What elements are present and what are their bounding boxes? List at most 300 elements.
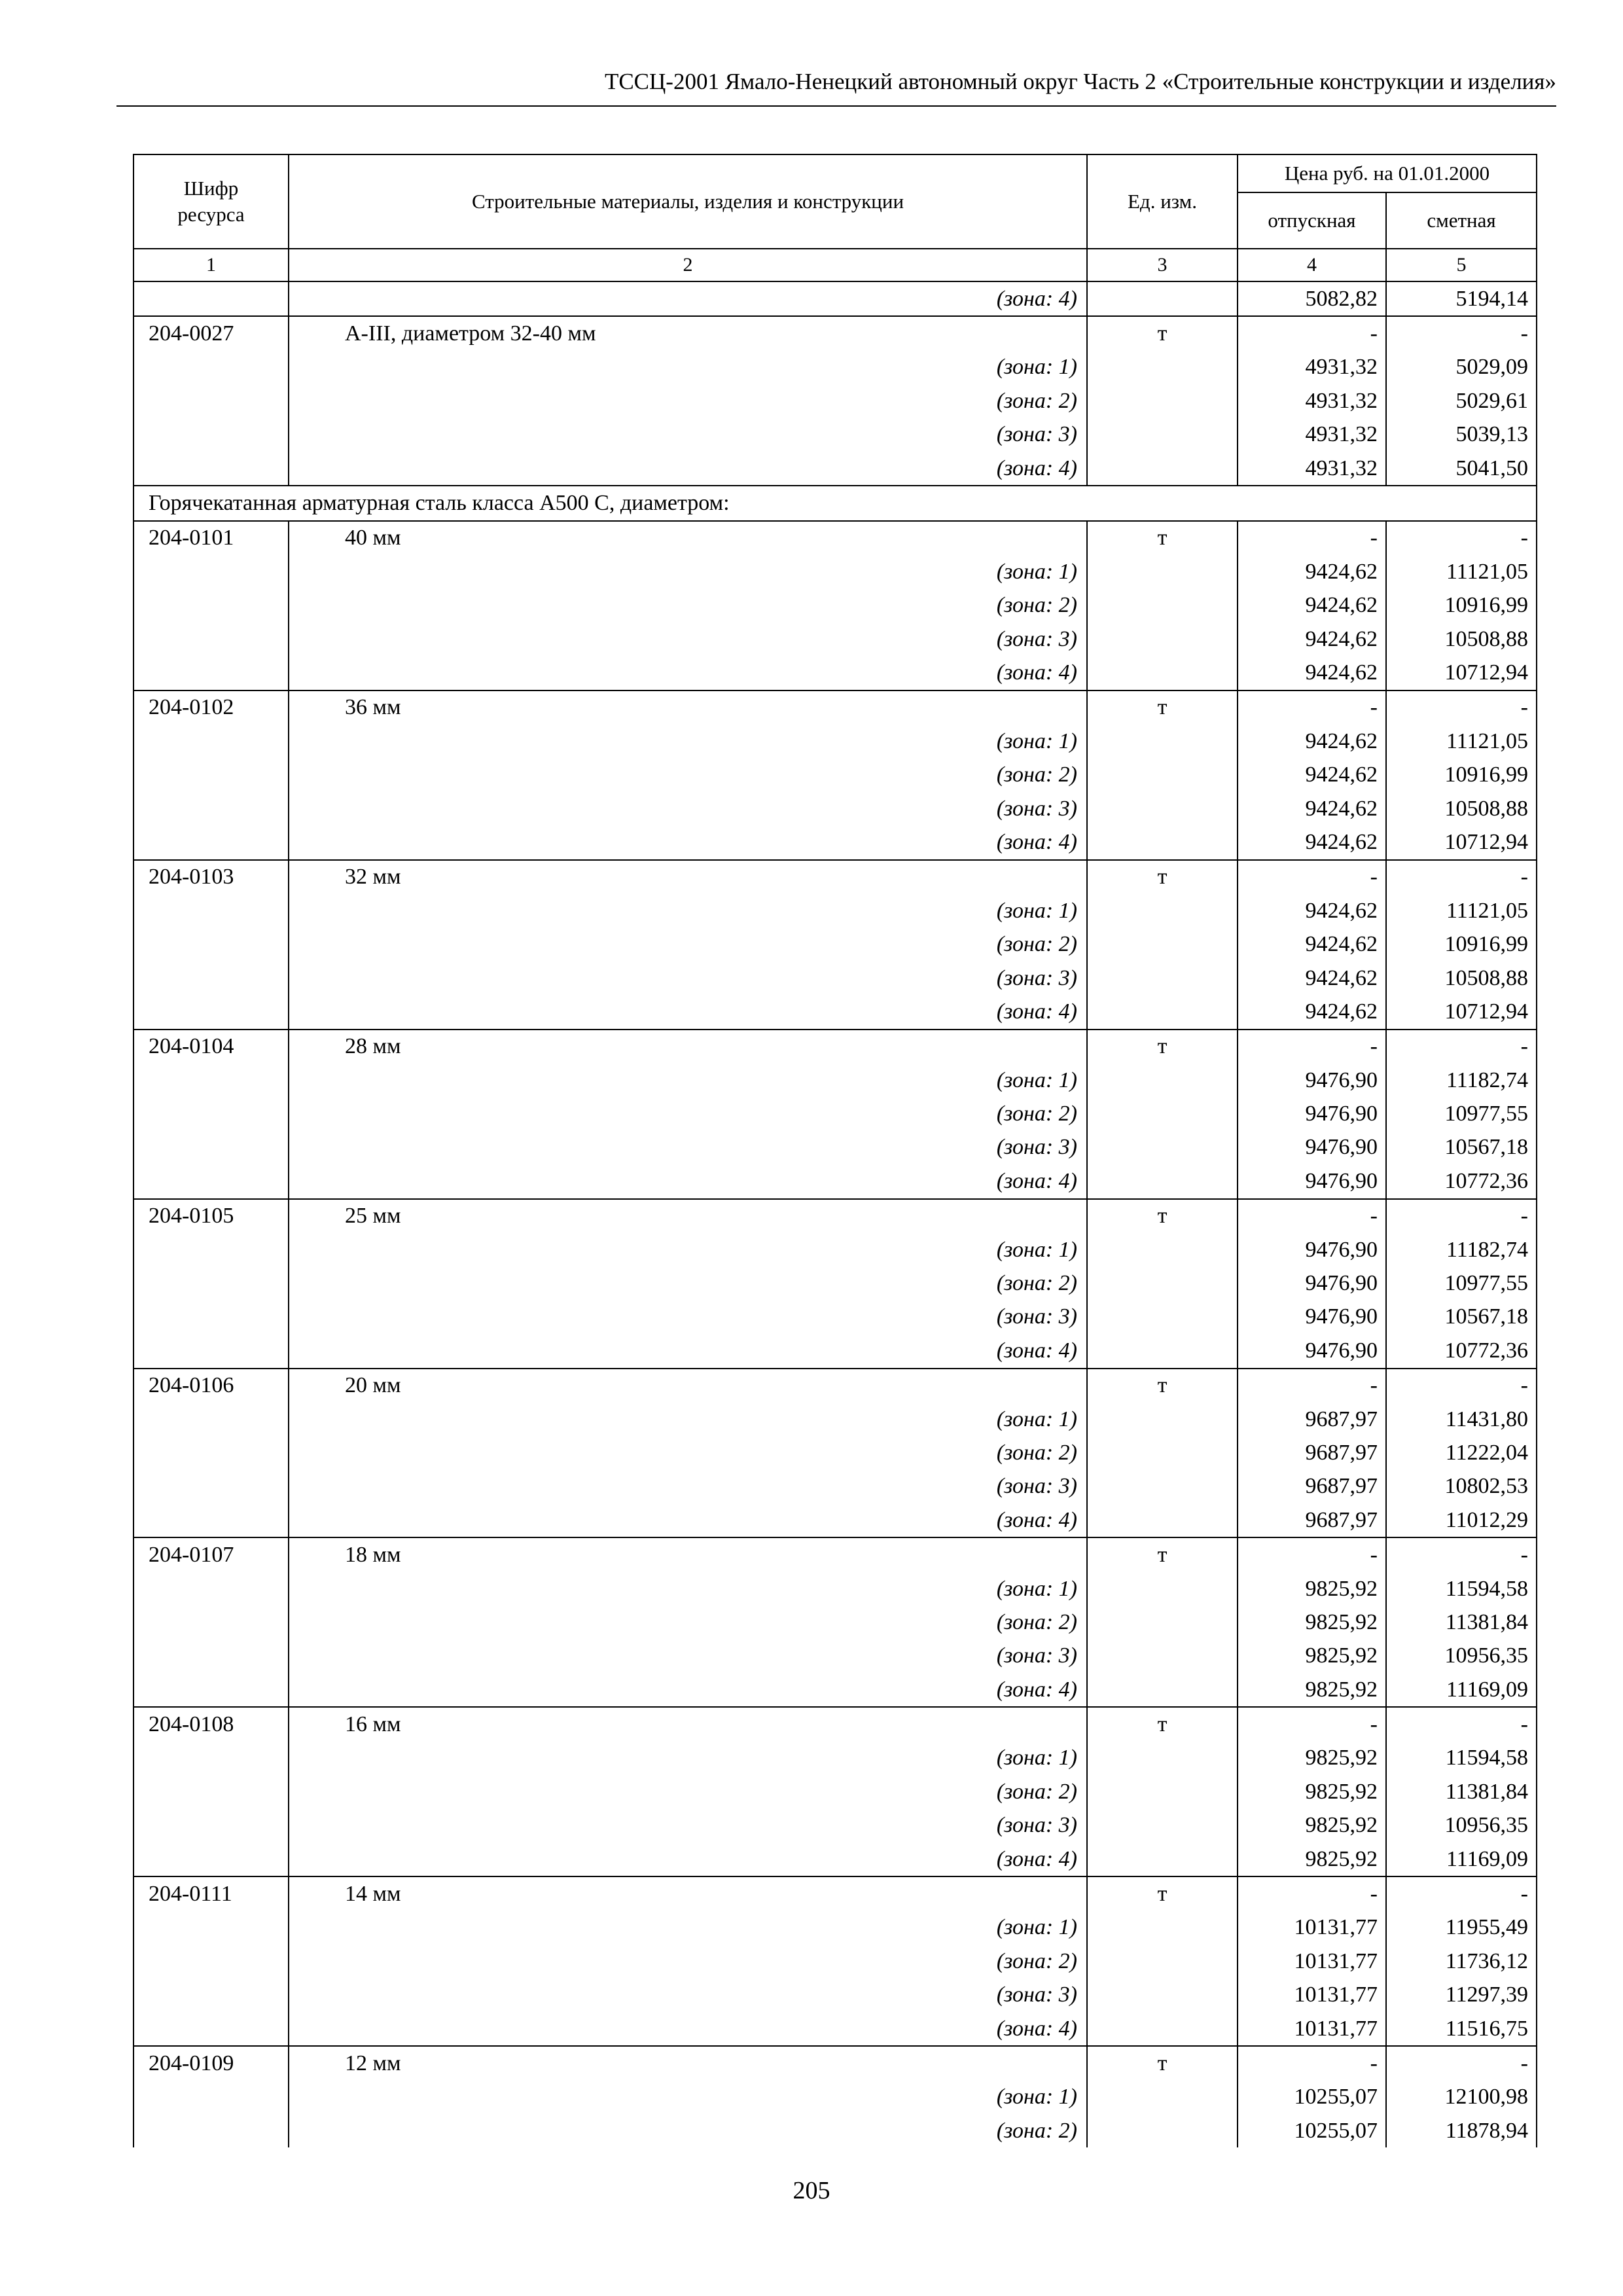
unit-cell bbox=[1087, 1979, 1238, 2012]
unit-cell bbox=[1087, 995, 1238, 1029]
zone-cell: (зона: 1) bbox=[289, 725, 1087, 758]
release-price-cell: - bbox=[1238, 521, 1386, 555]
zone-cell: (зона: 1) bbox=[289, 1911, 1087, 1945]
zone-cell: (зона: 3) bbox=[289, 1470, 1087, 1503]
zone-row bbox=[134, 1334, 1537, 1368]
zone-row bbox=[134, 1979, 1537, 2012]
page-number: 205 bbox=[793, 2177, 830, 2204]
unit-cell bbox=[1087, 1334, 1238, 1368]
zone-cell: (зона: 2) bbox=[289, 589, 1087, 622]
zone-cell: (зона: 2) bbox=[289, 2114, 1087, 2147]
estimate-price-cell: 5029,61 bbox=[1386, 384, 1537, 418]
code-cell bbox=[134, 927, 289, 961]
release-price-cell: 9424,62 bbox=[1238, 961, 1386, 995]
release-price-cell: 9424,62 bbox=[1238, 725, 1386, 758]
unit-cell: т bbox=[1087, 1876, 1238, 1910]
resource-code: 204-0101 bbox=[134, 521, 289, 555]
zone-cell: (зона: 3) bbox=[289, 418, 1087, 452]
code-cell bbox=[134, 1470, 289, 1503]
estimate-price-cell: 10772,36 bbox=[1386, 1334, 1537, 1368]
zone-cell: (зона: 2) bbox=[289, 1605, 1087, 1639]
zone-row bbox=[134, 1300, 1537, 1334]
zone-row bbox=[134, 656, 1537, 690]
unit-cell bbox=[1087, 1503, 1238, 1537]
col-header-release: отпускная bbox=[1238, 192, 1386, 249]
zone-cell: (зона: 1) bbox=[289, 555, 1087, 588]
unit-cell bbox=[1087, 1164, 1238, 1198]
unit-cell bbox=[1087, 1097, 1238, 1130]
zone-cell: (зона: 2) bbox=[289, 1775, 1087, 1808]
estimate-price-cell: 11594,58 bbox=[1386, 1572, 1537, 1605]
release-price-cell: 9687,97 bbox=[1238, 1470, 1386, 1503]
resource-name: 28 мм bbox=[289, 1030, 1087, 1064]
unit-cell bbox=[1087, 1300, 1238, 1334]
price-table bbox=[133, 154, 1537, 2147]
unit-cell bbox=[1087, 384, 1238, 418]
estimate-price-cell: - bbox=[1386, 521, 1537, 555]
code-cell bbox=[134, 792, 289, 825]
release-price-cell: 9424,62 bbox=[1238, 995, 1386, 1029]
code-cell bbox=[134, 1640, 289, 1673]
zone-cell: (зона: 3) bbox=[289, 792, 1087, 825]
estimate-price-cell: 11516,75 bbox=[1386, 2012, 1537, 2046]
release-price-cell: 9825,92 bbox=[1238, 1809, 1386, 1842]
estimate-price-cell: 11012,29 bbox=[1386, 1503, 1537, 1537]
estimate-price-cell: 11121,05 bbox=[1386, 555, 1537, 588]
release-price-cell: - bbox=[1238, 1876, 1386, 1910]
code-cell bbox=[134, 995, 289, 1029]
zone-row bbox=[134, 1775, 1537, 1808]
col-number: 4 bbox=[1238, 249, 1386, 281]
resource-code: 204-0103 bbox=[134, 860, 289, 894]
code-cell bbox=[134, 281, 289, 316]
unit-cell bbox=[1087, 281, 1238, 316]
release-price-cell: 9687,97 bbox=[1238, 1403, 1386, 1436]
estimate-price-cell: 10772,36 bbox=[1386, 1164, 1537, 1198]
zone-row bbox=[134, 1470, 1537, 1503]
unit-cell bbox=[1087, 927, 1238, 961]
estimate-price-cell: - bbox=[1386, 1876, 1537, 1910]
code-cell bbox=[134, 1673, 289, 1707]
unit-cell bbox=[1087, 1403, 1238, 1436]
estimate-price-cell: 11381,84 bbox=[1386, 1775, 1537, 1808]
zone-cell: (зона: 4) bbox=[289, 1164, 1087, 1198]
release-price-cell: 9476,90 bbox=[1238, 1097, 1386, 1130]
zone-row bbox=[134, 1233, 1537, 1266]
code-cell bbox=[134, 589, 289, 622]
zone-cell: (зона: 4) bbox=[289, 2012, 1087, 2046]
release-price-cell: 9424,62 bbox=[1238, 792, 1386, 825]
code-cell bbox=[134, 894, 289, 927]
code-cell bbox=[134, 725, 289, 758]
unit-cell bbox=[1087, 1266, 1238, 1300]
release-price-cell: - bbox=[1238, 1030, 1386, 1064]
col-header-name: Строительные материалы, изделия и конструкции bbox=[289, 154, 1087, 249]
resource-row bbox=[134, 860, 1537, 894]
estimate-price-cell: 10508,88 bbox=[1386, 622, 1537, 656]
zone-cell: (зона: 4) bbox=[289, 825, 1087, 859]
unit-cell bbox=[1087, 2114, 1238, 2147]
release-price-cell: 9424,62 bbox=[1238, 656, 1386, 690]
unit-cell bbox=[1087, 555, 1238, 588]
unit-cell bbox=[1087, 1911, 1238, 1945]
estimate-price-cell: 10567,18 bbox=[1386, 1131, 1537, 1164]
zone-row bbox=[134, 1945, 1537, 1978]
unit-cell bbox=[1087, 894, 1238, 927]
unit-cell bbox=[1087, 622, 1238, 656]
zone-row bbox=[134, 452, 1537, 486]
estimate-price-cell: 5194,14 bbox=[1386, 281, 1537, 316]
col-header-code: Шифр ресурса bbox=[134, 154, 289, 249]
group-heading: Горячекатанная арматурная сталь класса А500 С, диаметром: bbox=[134, 486, 1537, 520]
release-price-cell: 9687,97 bbox=[1238, 1503, 1386, 1537]
unit-cell bbox=[1087, 1775, 1238, 1808]
zone-row bbox=[134, 622, 1537, 656]
release-price-cell: 5082,82 bbox=[1238, 281, 1386, 316]
release-price-cell: 4931,32 bbox=[1238, 384, 1386, 418]
resource-name: 12 мм bbox=[289, 2046, 1087, 2080]
release-price-cell: 10131,77 bbox=[1238, 1945, 1386, 1978]
zone-row bbox=[134, 589, 1537, 622]
estimate-price-cell: 10956,35 bbox=[1386, 1640, 1537, 1673]
zone-row bbox=[134, 825, 1537, 859]
release-price-cell: 9476,90 bbox=[1238, 1131, 1386, 1164]
estimate-price-cell: 11169,09 bbox=[1386, 1842, 1537, 1876]
release-price-cell: 10255,07 bbox=[1238, 2081, 1386, 2114]
estimate-price-cell: 10508,88 bbox=[1386, 792, 1537, 825]
code-cell bbox=[134, 1131, 289, 1164]
estimate-price-cell: - bbox=[1386, 860, 1537, 894]
release-price-cell: 9476,90 bbox=[1238, 1233, 1386, 1266]
code-cell bbox=[134, 1979, 289, 2012]
estimate-price-cell: 5041,50 bbox=[1386, 452, 1537, 486]
zone-row bbox=[134, 1842, 1537, 1876]
release-price-cell: 9476,90 bbox=[1238, 1266, 1386, 1300]
zone-row bbox=[134, 1436, 1537, 1469]
zone-cell: (зона: 1) bbox=[289, 351, 1087, 384]
resource-row bbox=[134, 2046, 1537, 2080]
resource-name: 20 мм bbox=[289, 1369, 1087, 1403]
zone-cell: (зона: 3) bbox=[289, 1640, 1087, 1673]
resource-row bbox=[134, 1030, 1537, 1064]
code-cell bbox=[134, 1945, 289, 1978]
zone-cell: (зона: 1) bbox=[289, 2081, 1087, 2114]
release-price-cell: 9424,62 bbox=[1238, 555, 1386, 588]
estimate-price-cell: - bbox=[1386, 316, 1537, 350]
unit-cell: т bbox=[1087, 1199, 1238, 1233]
zone-cell: (зона: 4) bbox=[289, 1334, 1087, 1368]
zone-cell: (зона: 4) bbox=[289, 1503, 1087, 1537]
resource-code: 204-0107 bbox=[134, 1537, 289, 1571]
zone-row bbox=[134, 1503, 1537, 1537]
unit-cell bbox=[1087, 656, 1238, 690]
unit-cell bbox=[1087, 589, 1238, 622]
group-heading-row bbox=[134, 486, 1537, 520]
release-price-cell: - bbox=[1238, 691, 1386, 725]
zone-row bbox=[134, 725, 1537, 758]
release-price-cell: 10131,77 bbox=[1238, 2012, 1386, 2046]
estimate-price-cell: 10712,94 bbox=[1386, 825, 1537, 859]
resource-code: 204-0111 bbox=[134, 1876, 289, 1910]
unit-cell bbox=[1087, 1436, 1238, 1469]
release-price-cell: 10131,77 bbox=[1238, 1911, 1386, 1945]
code-cell bbox=[134, 452, 289, 486]
zone-row bbox=[134, 1064, 1537, 1097]
release-price-cell: 9825,92 bbox=[1238, 1572, 1386, 1605]
code-cell bbox=[134, 1334, 289, 1368]
resource-name: 25 мм bbox=[289, 1199, 1087, 1233]
estimate-price-cell: 10567,18 bbox=[1386, 1300, 1537, 1334]
zone-cell: (зона: 3) bbox=[289, 622, 1087, 656]
unit-cell bbox=[1087, 1673, 1238, 1707]
unit-cell: т bbox=[1087, 1369, 1238, 1403]
resource-name: 36 мм bbox=[289, 691, 1087, 725]
unit-cell bbox=[1087, 1809, 1238, 1842]
unit-cell bbox=[1087, 1742, 1238, 1775]
zone-row bbox=[134, 2114, 1537, 2147]
release-price-cell: 9424,62 bbox=[1238, 758, 1386, 791]
code-cell bbox=[134, 1164, 289, 1198]
estimate-price-cell: 10916,99 bbox=[1386, 758, 1537, 791]
code-cell bbox=[134, 656, 289, 690]
unit-cell: т bbox=[1087, 521, 1238, 555]
resource-code: 204-0102 bbox=[134, 691, 289, 725]
table-body bbox=[134, 281, 1537, 2147]
zone-cell: (зона: 2) bbox=[289, 384, 1087, 418]
release-price-cell: 9424,62 bbox=[1238, 589, 1386, 622]
resource-code: 204-0105 bbox=[134, 1199, 289, 1233]
unit-cell bbox=[1087, 418, 1238, 452]
release-price-cell: 9476,90 bbox=[1238, 1064, 1386, 1097]
unit-cell bbox=[1087, 1233, 1238, 1266]
release-price-cell: - bbox=[1238, 1369, 1386, 1403]
code-cell bbox=[134, 2114, 289, 2147]
release-price-cell: 9825,92 bbox=[1238, 1673, 1386, 1707]
unit-cell bbox=[1087, 758, 1238, 791]
zone-cell: (зона: 2) bbox=[289, 1436, 1087, 1469]
estimate-price-cell: 11878,94 bbox=[1386, 2114, 1537, 2147]
zone-row bbox=[134, 418, 1537, 452]
release-price-cell: 9424,62 bbox=[1238, 894, 1386, 927]
resource-row bbox=[134, 1707, 1537, 1741]
zone-cell: (зона: 1) bbox=[289, 894, 1087, 927]
zone-row bbox=[134, 961, 1537, 995]
release-price-cell: 4931,32 bbox=[1238, 452, 1386, 486]
unit-cell bbox=[1087, 725, 1238, 758]
release-price-cell: 9424,62 bbox=[1238, 825, 1386, 859]
code-cell bbox=[134, 1503, 289, 1537]
release-price-cell: 9825,92 bbox=[1238, 1605, 1386, 1639]
estimate-price-cell: - bbox=[1386, 1369, 1537, 1403]
resource-row bbox=[134, 521, 1537, 555]
zone-row bbox=[134, 894, 1537, 927]
estimate-price-cell: - bbox=[1386, 1707, 1537, 1741]
unit-cell: т bbox=[1087, 1707, 1238, 1741]
zone-cell: (зона: 2) bbox=[289, 758, 1087, 791]
unit-cell bbox=[1087, 2012, 1238, 2046]
zone-cell: (зона: 4) bbox=[289, 995, 1087, 1029]
resource-code: 204-0104 bbox=[134, 1030, 289, 1064]
estimate-price-cell: 10916,99 bbox=[1386, 589, 1537, 622]
unit-cell bbox=[1087, 1572, 1238, 1605]
zone-cell: (зона: 3) bbox=[289, 1131, 1087, 1164]
release-price-cell: 10255,07 bbox=[1238, 2114, 1386, 2147]
estimate-price-cell: 11121,05 bbox=[1386, 894, 1537, 927]
resource-row bbox=[134, 691, 1537, 725]
code-cell bbox=[134, 1233, 289, 1266]
code-cell bbox=[134, 622, 289, 656]
release-price-cell: - bbox=[1238, 860, 1386, 894]
unit-cell: т bbox=[1087, 1537, 1238, 1571]
release-price-cell: 9476,90 bbox=[1238, 1300, 1386, 1334]
release-price-cell: 9825,92 bbox=[1238, 1842, 1386, 1876]
zone-cell: (зона: 3) bbox=[289, 1809, 1087, 1842]
release-price-cell: 9424,62 bbox=[1238, 927, 1386, 961]
unit-cell bbox=[1087, 351, 1238, 384]
estimate-price-cell: 5029,09 bbox=[1386, 351, 1537, 384]
code-cell bbox=[134, 1300, 289, 1334]
unit-cell bbox=[1087, 1131, 1238, 1164]
table-header bbox=[134, 154, 1537, 281]
zone-row bbox=[134, 1809, 1537, 1842]
resource-name: 40 мм bbox=[289, 521, 1087, 555]
zone-cell: (зона: 3) bbox=[289, 1979, 1087, 2012]
zone-cell: (зона: 1) bbox=[289, 1742, 1087, 1775]
zone-cell: (зона: 4) bbox=[289, 281, 1087, 316]
unit-cell bbox=[1087, 1945, 1238, 1978]
zone-cell: (зона: 4) bbox=[289, 1673, 1087, 1707]
release-price-cell: - bbox=[1238, 1707, 1386, 1741]
zone-cell: (зона: 1) bbox=[289, 1572, 1087, 1605]
code-cell bbox=[134, 1775, 289, 1808]
code-cell bbox=[134, 384, 289, 418]
estimate-price-cell: 10956,35 bbox=[1386, 1809, 1537, 1842]
release-price-cell: 10131,77 bbox=[1238, 1979, 1386, 2012]
zone-row bbox=[134, 1673, 1537, 1707]
zone-cell: (зона: 3) bbox=[289, 1300, 1087, 1334]
zone-cell: (зона: 1) bbox=[289, 1064, 1087, 1097]
estimate-price-cell: 11121,05 bbox=[1386, 725, 1537, 758]
unit-cell: т bbox=[1087, 2046, 1238, 2080]
resource-code: 204-0027 bbox=[134, 316, 289, 350]
unit-cell: т bbox=[1087, 316, 1238, 350]
code-cell bbox=[134, 351, 289, 384]
code-cell bbox=[134, 1742, 289, 1775]
code-cell bbox=[134, 758, 289, 791]
estimate-price-cell: 11381,84 bbox=[1386, 1605, 1537, 1639]
estimate-price-cell: 10916,99 bbox=[1386, 927, 1537, 961]
estimate-price-cell: - bbox=[1386, 1537, 1537, 1571]
resource-code: 204-0109 bbox=[134, 2046, 289, 2080]
zone-row bbox=[134, 927, 1537, 961]
zone-row bbox=[134, 1911, 1537, 1945]
unit-cell bbox=[1087, 1064, 1238, 1097]
unit-cell bbox=[1087, 825, 1238, 859]
unit-cell: т bbox=[1087, 691, 1238, 725]
col-header-price-group: Цена руб. на 01.01.2000 bbox=[1238, 154, 1537, 192]
release-price-cell: 9687,97 bbox=[1238, 1436, 1386, 1469]
code-cell bbox=[134, 1842, 289, 1876]
unit-cell bbox=[1087, 2081, 1238, 2114]
resource-name: A-III, диаметром 32-40 мм bbox=[289, 316, 1087, 350]
col-number: 2 bbox=[289, 249, 1087, 281]
estimate-price-cell: - bbox=[1386, 1199, 1537, 1233]
col-header-unit: Ед. изм. bbox=[1087, 154, 1238, 249]
zone-row bbox=[134, 792, 1537, 825]
code-cell bbox=[134, 418, 289, 452]
code-cell bbox=[134, 961, 289, 995]
estimate-price-cell: 11182,74 bbox=[1386, 1064, 1537, 1097]
col-number: 5 bbox=[1386, 249, 1537, 281]
resource-name: 18 мм bbox=[289, 1537, 1087, 1571]
code-cell bbox=[134, 825, 289, 859]
resource-code: 204-0108 bbox=[134, 1707, 289, 1741]
estimate-price-cell: 11431,80 bbox=[1386, 1403, 1537, 1436]
unit-cell bbox=[1087, 1640, 1238, 1673]
resource-code: 204-0106 bbox=[134, 1369, 289, 1403]
carryover-row bbox=[134, 281, 1537, 316]
estimate-price-cell: 10977,55 bbox=[1386, 1097, 1537, 1130]
estimate-price-cell: 11297,39 bbox=[1386, 1979, 1537, 2012]
zone-row bbox=[134, 555, 1537, 588]
release-price-cell: - bbox=[1238, 1537, 1386, 1571]
estimate-price-cell: 11182,74 bbox=[1386, 1233, 1537, 1266]
resource-row bbox=[134, 1876, 1537, 1910]
code-cell bbox=[134, 1097, 289, 1130]
zone-cell: (зона: 2) bbox=[289, 1266, 1087, 1300]
code-cell bbox=[134, 1436, 289, 1469]
resource-row bbox=[134, 1537, 1537, 1571]
unit-cell bbox=[1087, 1605, 1238, 1639]
zone-cell: (зона: 2) bbox=[289, 927, 1087, 961]
col-number: 3 bbox=[1087, 249, 1238, 281]
release-price-cell: 9825,92 bbox=[1238, 1640, 1386, 1673]
zone-row bbox=[134, 995, 1537, 1029]
estimate-price-cell: 10712,94 bbox=[1386, 656, 1537, 690]
unit-cell: т bbox=[1087, 1030, 1238, 1064]
resource-name: 14 мм bbox=[289, 1876, 1087, 1910]
code-cell bbox=[134, 1809, 289, 1842]
estimate-price-cell: 10802,53 bbox=[1386, 1470, 1537, 1503]
code-cell bbox=[134, 555, 289, 588]
page-header-title: ТССЦ-2001 Ямало-Ненецкий автономный округ Часть 2 «Строительные конструкции и изделия» bbox=[604, 69, 1556, 94]
zone-cell: (зона: 4) bbox=[289, 1842, 1087, 1876]
zone-cell: (зона: 4) bbox=[289, 656, 1087, 690]
unit-cell bbox=[1087, 1842, 1238, 1876]
zone-cell: (зона: 1) bbox=[289, 1233, 1087, 1266]
release-price-cell: 4931,32 bbox=[1238, 418, 1386, 452]
zone-row bbox=[134, 2081, 1537, 2114]
zone-row bbox=[134, 1572, 1537, 1605]
release-price-cell: 9825,92 bbox=[1238, 1742, 1386, 1775]
zone-row bbox=[134, 1097, 1537, 1130]
unit-cell: т bbox=[1087, 860, 1238, 894]
zone-row bbox=[134, 1164, 1537, 1198]
code-cell bbox=[134, 1266, 289, 1300]
unit-cell bbox=[1087, 792, 1238, 825]
code-cell bbox=[134, 1605, 289, 1639]
resource-name: 16 мм bbox=[289, 1707, 1087, 1741]
zone-row bbox=[134, 2012, 1537, 2046]
release-price-cell: 9476,90 bbox=[1238, 1334, 1386, 1368]
estimate-price-cell: - bbox=[1386, 691, 1537, 725]
estimate-price-cell: 5039,13 bbox=[1386, 418, 1537, 452]
release-price-cell: - bbox=[1238, 2046, 1386, 2080]
zone-row bbox=[134, 758, 1537, 791]
unit-cell bbox=[1087, 452, 1238, 486]
estimate-price-cell: 12100,98 bbox=[1386, 2081, 1537, 2114]
zone-cell: (зона: 2) bbox=[289, 1945, 1087, 1978]
